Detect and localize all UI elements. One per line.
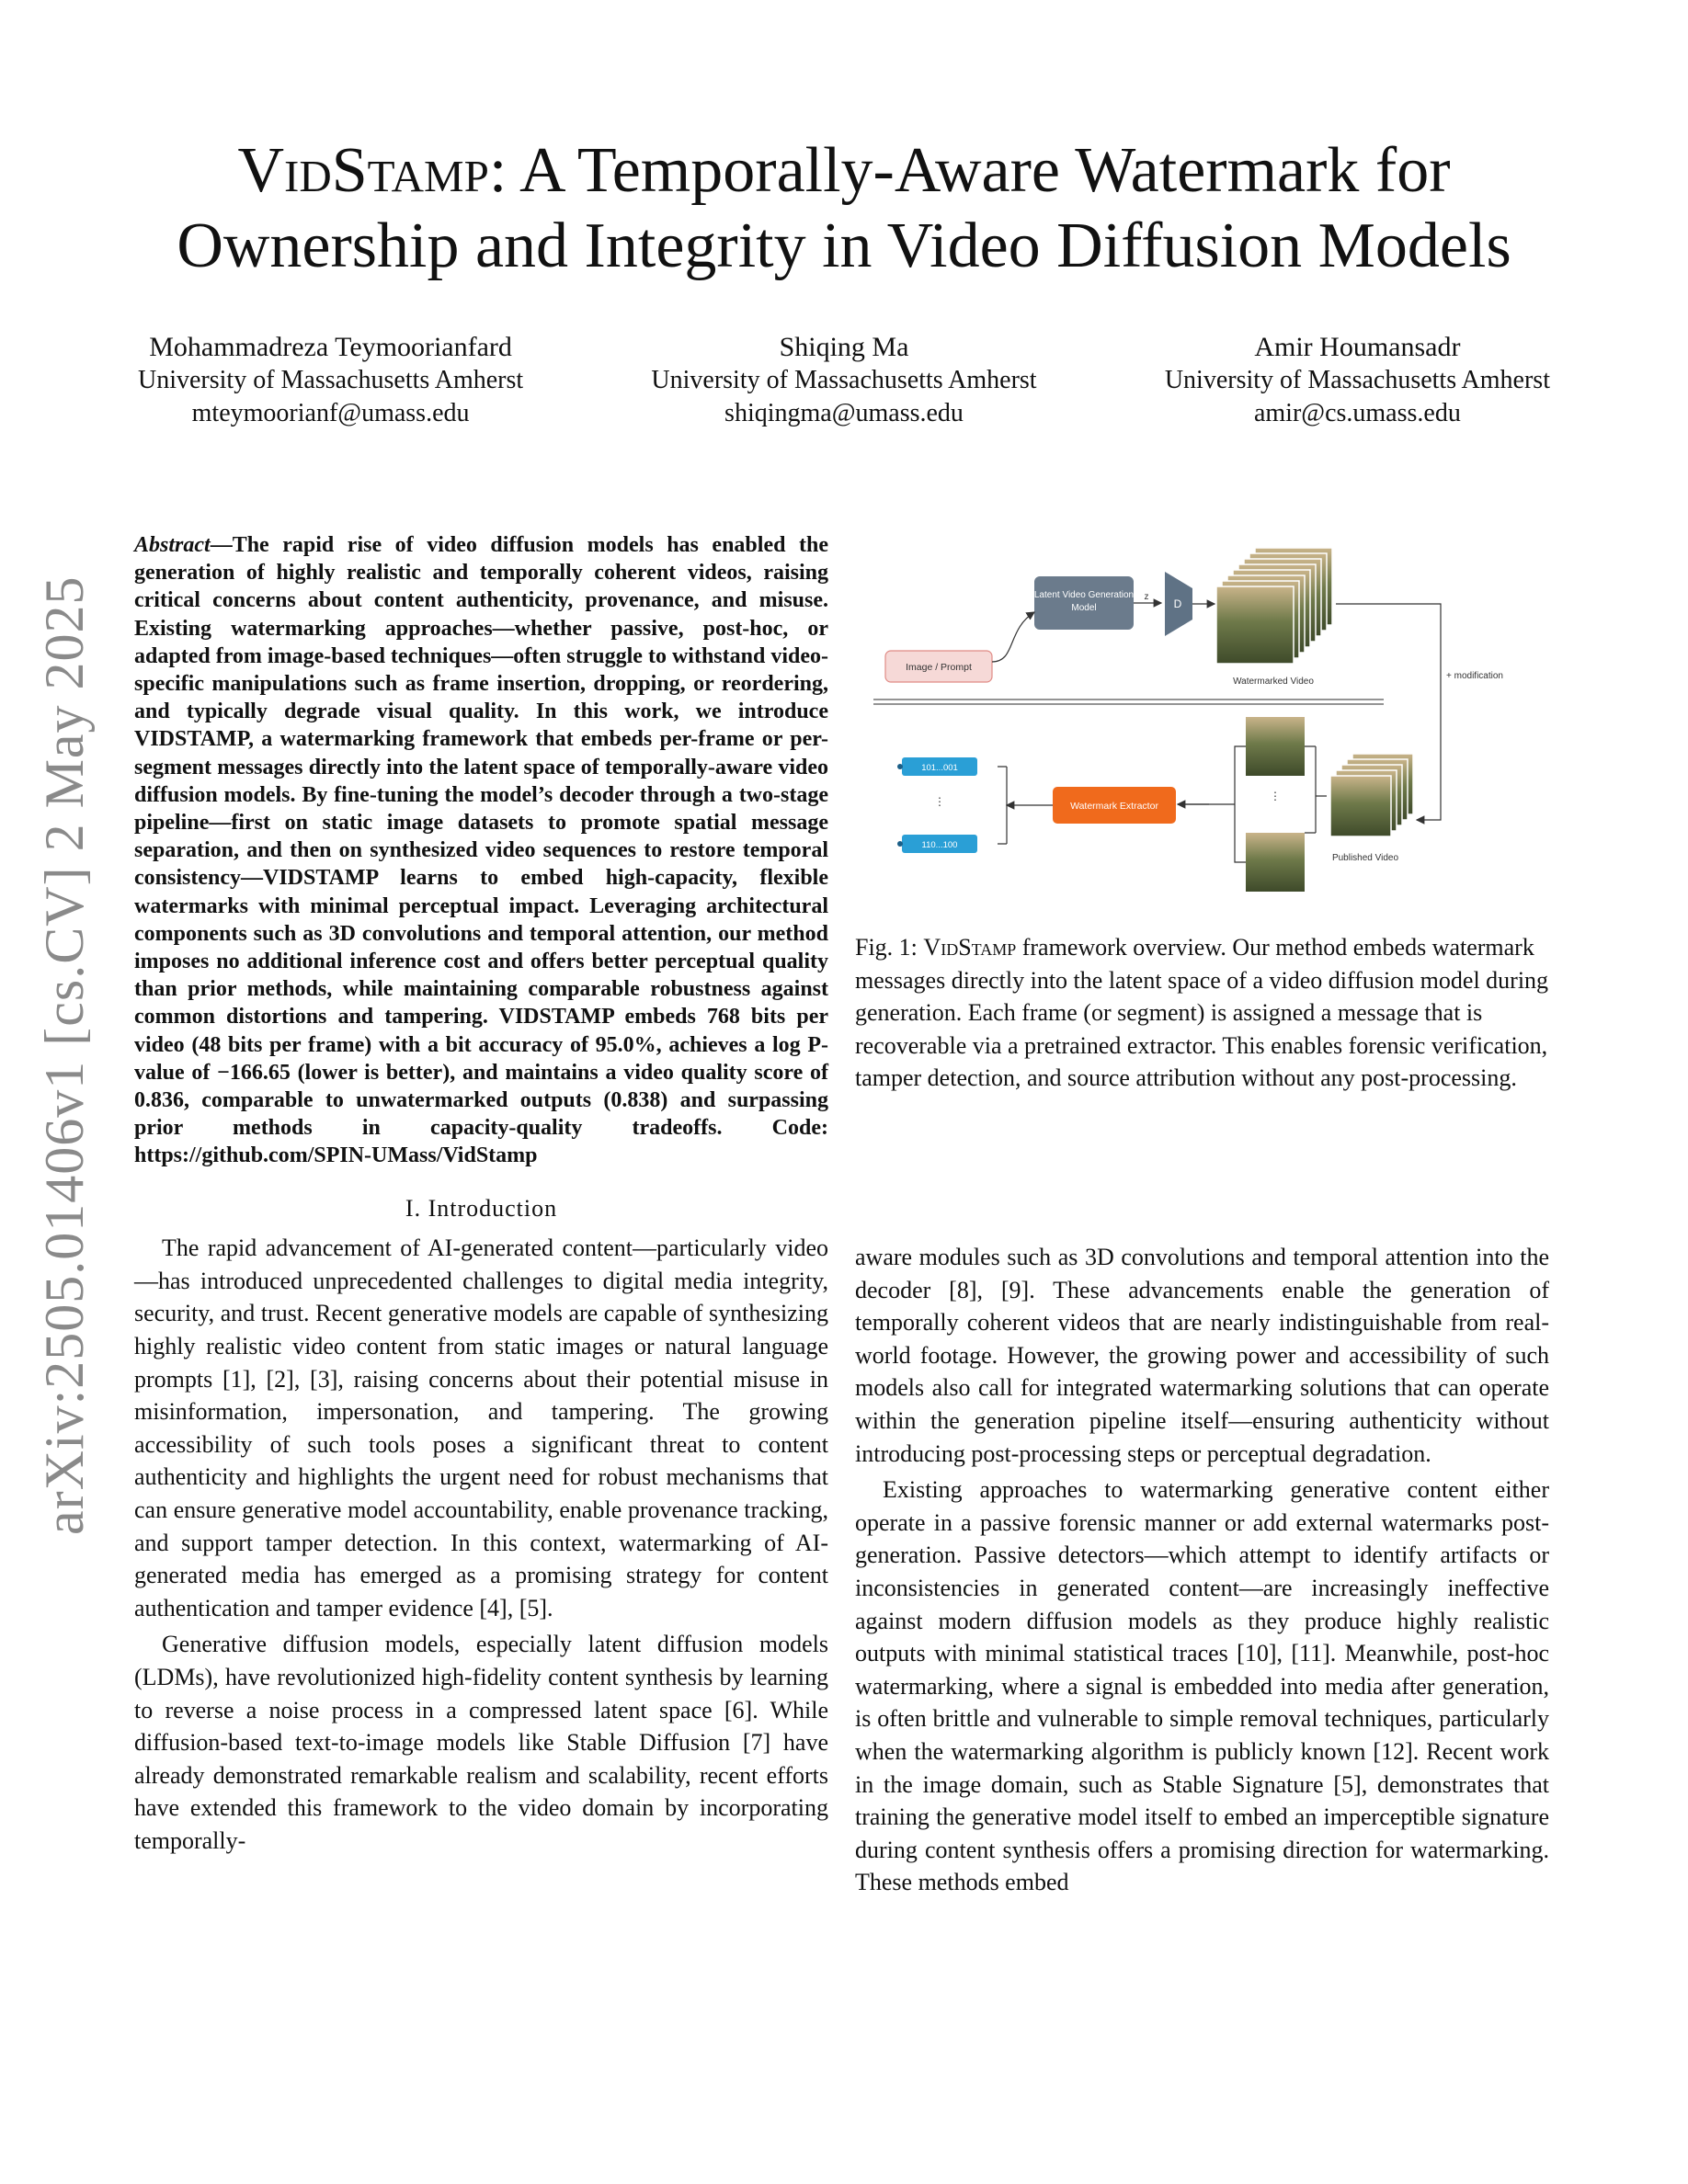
caption-text: framework overview. Our method embeds watermark messages directly into the latent space of a video diffusion model during generation. Each frame (or segment) is assigned a message that is recoverable via a pretrained extractor. This enables forensic verification, tamper detection, and source attribution without any post-processing. [855, 934, 1549, 1092]
intro-paragraph-2: Generative diffusion models, especially latent diffusion models (LDMs), have revolutionized high-fidelity content synthesis by learning to reverse a noise process in a compressed latent space [6]. While diffusion-based text-to-image models like Stable Diffusion [7] have already demonstrated remarkable realism and scalability, recent efforts have extended this framework to the video domain by incorporating temporally- [134, 1631, 828, 1854]
image-prompt-label: Image / Prompt [906, 662, 972, 673]
latent-model-label-a: Latent Video Generation [1033, 590, 1135, 600]
message-top-label: 101...001 [921, 763, 958, 773]
abstract-lead: Abstract [134, 533, 211, 557]
abstract [134, 531, 828, 1170]
caption-prefix: Fig. 1: [855, 934, 924, 961]
watermarked-video-frames [1216, 548, 1332, 664]
caption-brand: VidStamp [923, 934, 1017, 961]
title-line1-rest: : A Temporally-Aware Watermark for [488, 135, 1451, 206]
message-ellipsis: ⋮ [934, 795, 945, 808]
author-block [138, 331, 1550, 430]
author-affiliation: University of Massachusetts Amherst [1164, 366, 1550, 394]
author-email: amir@cs.umass.edu [1253, 399, 1461, 427]
arxiv-identifier: arXiv:2505.01406v1 [cs.CV] 2 May 2025 [34, 575, 95, 1535]
watermark-extractor-label: Watermark Extractor [1070, 801, 1158, 812]
author-name: Amir Houmansadr [1254, 332, 1461, 362]
author-1 [138, 331, 523, 430]
author-3 [1165, 331, 1550, 430]
abstract-text: —The rapid rise of video diffusion models has enabled the generation of highly realistic and temporally coherent videos, raising critical concerns about content authenticity, provenance, and misuse. Existing watermarking approaches—whether passive, post-hoc, or adapted from image-based techniques—often struggle to withstand video-specific manipulations such as frame insertion, dropping, or reordering, and typically degrade visual quality. In this work, we introduce VIDSTAMP, a watermarking framework that embeds per-frame or per-segment messages directly into the latent space of temporally-aware video diffusion models. By fine-tuning the model’s decoder through a two-stage pipeline—first on static image datasets to promote spatial message separation, and then on synthesized video sequences to restore temporal consistency—VIDSTAMP learns to embed high-capacity, flexible watermarks with minimal perceptual impact. Leveraging architectural components such as 3D convolutions and temporal attention, our method imposes no additional inference cost and offers better perceptual quality than prior methods, while maintaining comparable robustness against common distortions and tampering. VIDSTAMP embeds 768 bits per video (48 bits per frame) with a bit accuracy of 95.0%, achieves a log P-value of −166.65 (lower is better), and maintains a video quality score of 0.836, comparable to unwatermarked outputs (0.838) and surpassing prior methods in capacity-quality tradeoffs. Code: https://github.com/SPIN-UMass/VidStamp [134, 533, 828, 1168]
latent-model-label-b: Model [1071, 603, 1097, 613]
decoder-label: D [1173, 597, 1182, 610]
messages-bracket [998, 767, 1007, 844]
message-bottom-dot [897, 841, 903, 847]
left-column [134, 531, 828, 1861]
framework-overview-diagram [869, 533, 1531, 901]
right-column [855, 1241, 1549, 1903]
published-video-frames [1330, 754, 1413, 836]
prompt-arrow [992, 612, 1034, 662]
author-affiliation: University of Massachusetts Amherst [138, 366, 524, 394]
message-bottom-label: 110...100 [921, 840, 958, 850]
message-top-dot [897, 764, 903, 769]
figure-1-diagram [869, 533, 1531, 901]
frame-last [1246, 833, 1305, 892]
author-2 [651, 331, 1036, 430]
latent-z-label: z [1144, 592, 1149, 602]
author-affiliation: University of Massachusetts Amherst [651, 366, 1037, 394]
frame-ellipsis: ⋮ [1270, 790, 1281, 802]
paper-title [110, 133, 1578, 284]
figure-1-caption [855, 931, 1549, 1095]
watermarked-video-label: Watermarked Video [1233, 677, 1314, 687]
author-name: Shiqing Ma [779, 332, 909, 362]
title-brand: VidStamp [237, 135, 489, 206]
title-line2: Ownership and Integrity in Video Diffusion Models [177, 210, 1511, 281]
modification-label: + modification [1446, 671, 1503, 681]
intro-paragraph-3: Existing approaches to watermarking generative content either operate in a passive forensic manner or add external watermarks post-generation. Passive detectors—which attempt to identify artifacts or inconsistencies in generated content—are increasingly ineffective against modern diffusion models as they produce highly realistic outputs with minimal statistical traces [10], [11]. Meanwhile, post-hoc watermarking, where a signal is embedded into media after generation, is often brittle and vulnerable to simple removal techniques, particularly when the watermarking algorithm is publicly known [12]. Recent work in the image domain, such as Stable Signature [5], demonstrates that training the generative model itself to embed an imperceptible signature during content synthesis offers a promising direction for watermarking. These methods embed [855, 1476, 1549, 1896]
section-heading-introduction: I. Introduction [405, 1194, 558, 1222]
intro-paragraph-2-continued: aware modules such as 3D convolutions and temporal attention into the decoder [8], [9]. These advancements enable the generation of temporally coherent videos that are nearly indistinguishable from real-world footage. However, the growing power and accessibility of such models also call for integrated watermarking solutions that can operate within the generation pipeline itself—ensuring authenticity without introducing post-processing steps or perceptual degradation. [855, 1244, 1549, 1467]
published-video-label: Published Video [1331, 853, 1399, 863]
frame-first [1246, 717, 1305, 776]
author-email: mteymoorianf@umass.edu [191, 399, 470, 427]
author-email: shiqingma@umass.edu [724, 399, 964, 427]
intro-paragraph-1: The rapid advancement of AI-generated content—particularly video—has introduced unprecedented challenges to digital media integrity, security, and trust. Recent generative models are capable of synthesizing highly realistic video content from static images or natural language prompts [1], [2], [3], raising concerns about their potential misuse in misinformation, impersonation, and tampering. The growing accessibility of such tools poses a significant threat to content authenticity and highlights the urgent need for robust mechanisms that can ensure generative model accountability, enable provenance tracking, and support tamper detection. In this context, watermarking of AI-generated media has emerged as a promising strategy for content authentication and tamper evidence [4], [5]. [134, 1234, 828, 1621]
published-bracket [1305, 746, 1327, 833]
author-name: Mohammadreza Teymoorianfard [149, 332, 512, 362]
